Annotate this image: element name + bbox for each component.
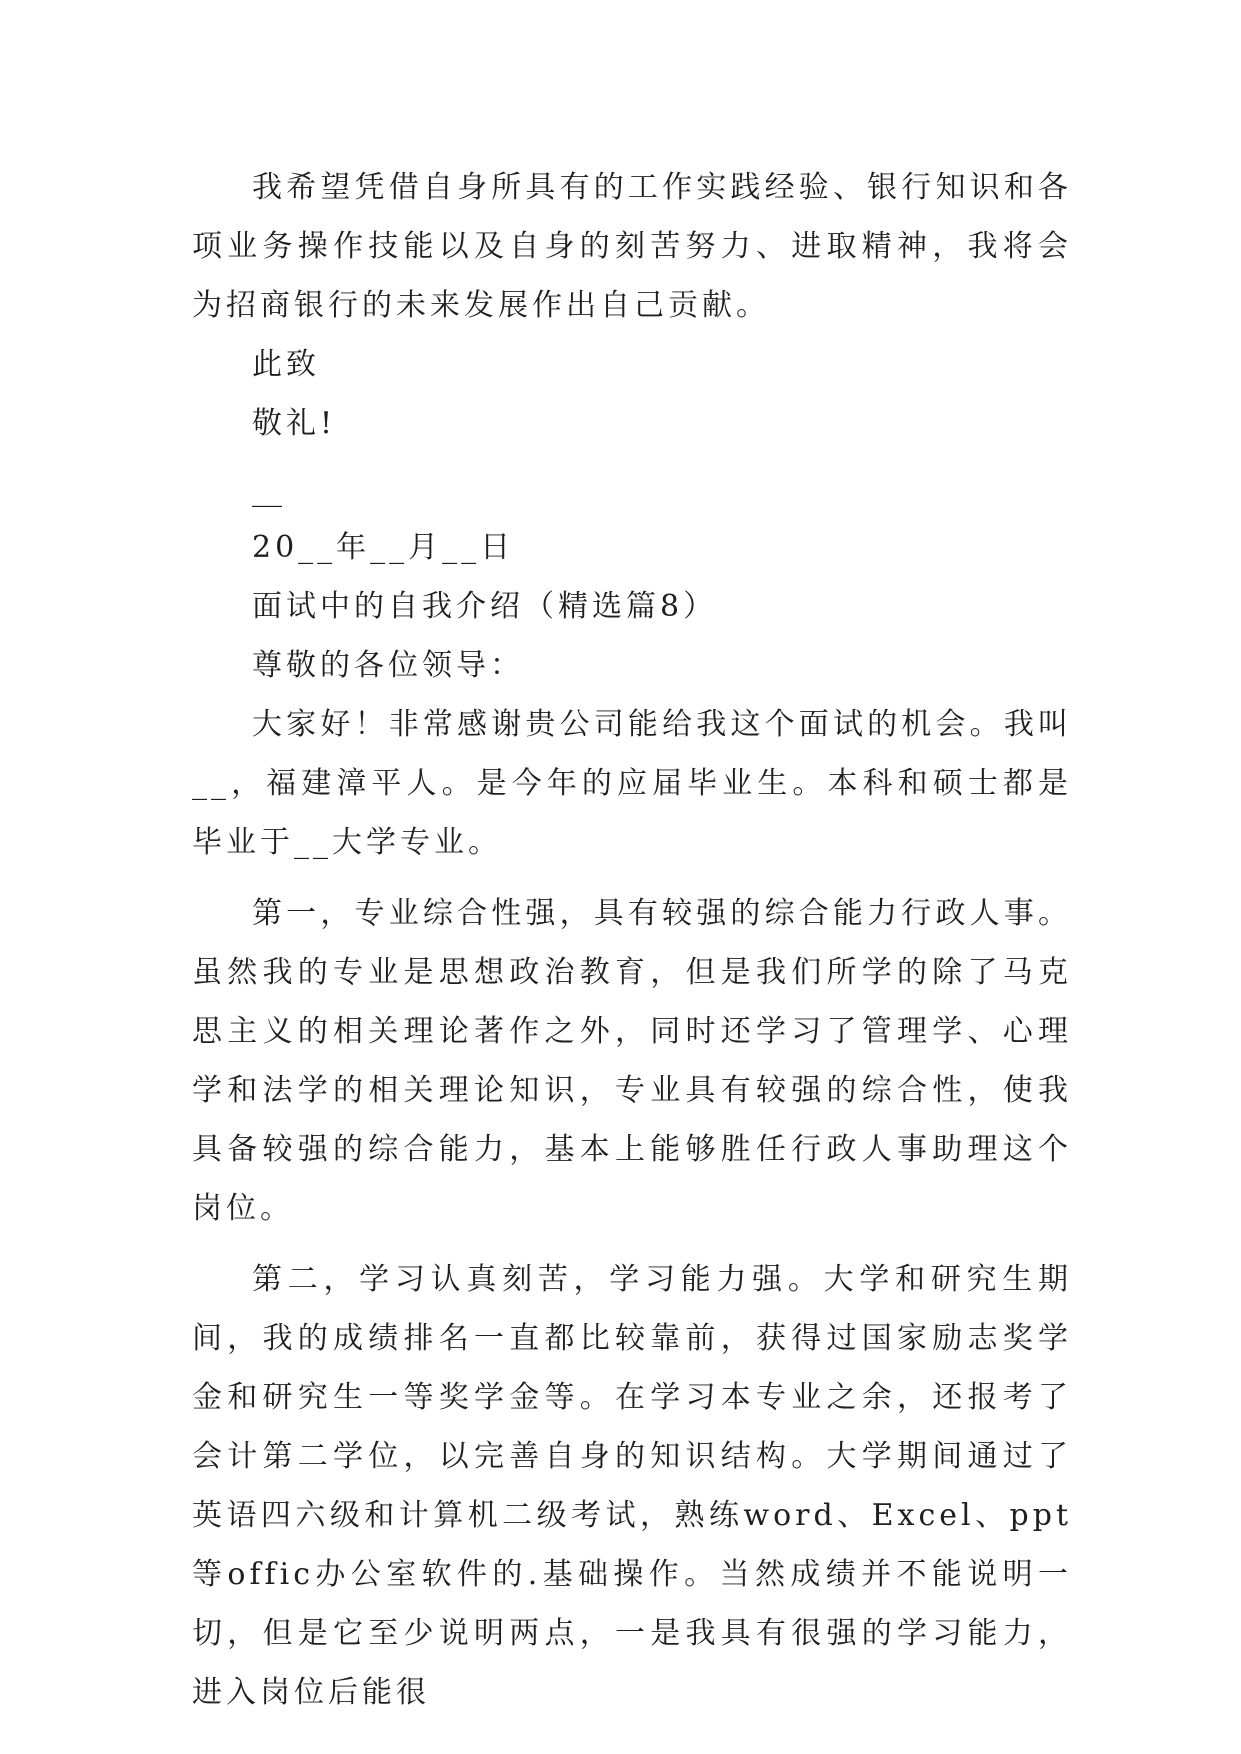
signature-blank: __ xyxy=(252,473,282,508)
date-line: 20__年__月__日 xyxy=(252,530,515,565)
salutation-cizhi: 此致 xyxy=(252,347,320,382)
greeting: 尊敬的各位领导： xyxy=(252,648,524,683)
section-heading: 面试中的自我介绍（精选篇8） xyxy=(252,589,718,624)
paragraph-point-two: 第二，学习认真刻苦，学习能力强。大学和研究生期间，我的成绩排名一直都比较靠前，获得过国家励志奖学金和研究生一等奖学金等。在学习本专业之余，还报考了会计第二学位，以完善自身的知识结构。大学期间通过了英语四六级和计算机二级考试，熟练word、Excel、ppt等offic办公室软件的.基础操作。当然成绩并不能说明一切，但是它至少说明两点，一是我具有很强的学习能力，进入岗位后能很 xyxy=(192,1262,1072,1710)
paragraph-point-one: 第一，专业综合性强，具有较强的综合能力行政人事。虽然我的专业是思想政治教育，但是我们所学的除了马克思主义的相关理论著作之外，同时还学习了管理学、心理学和法学的相关理论知识，专业具有较强的综合性，使我具备较强的综合能力，基本上能够胜任行政人事助理这个岗位。 xyxy=(192,896,1072,1226)
paragraph-intro: 大家好！非常感谢贵公司能给我这个面试的机会。我叫__，福建漳平人。是今年的应届毕业生。本科和硕士都是毕业于__大学专业。 xyxy=(192,707,1072,860)
salutation-jingli: 敬礼! xyxy=(252,406,337,441)
document-body xyxy=(192,158,1072,1722)
paragraph-closing-wish: 我希望凭借自身所具有的工作实践经验、银行知识和各项业务操作技能以及自身的刻苦努力、进取精神，我将会为招商银行的未来发展作出自己贡献。 xyxy=(192,170,1072,323)
